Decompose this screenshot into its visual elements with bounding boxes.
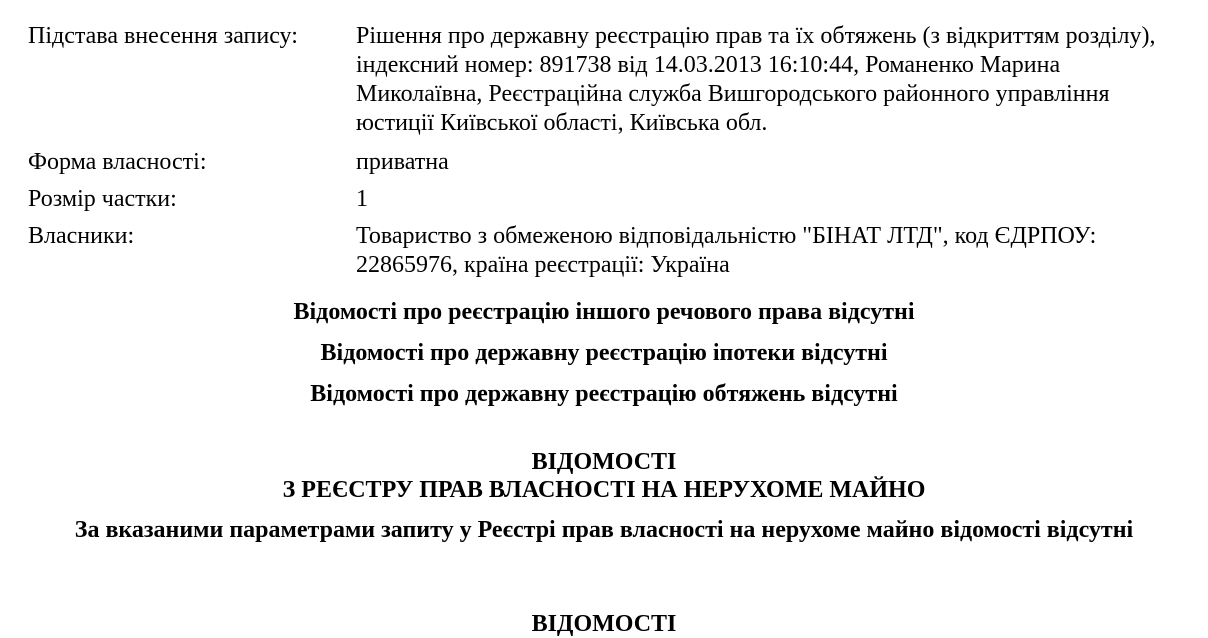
basis-label: Підстава внесення запису:: [28, 23, 298, 49]
next-heading-line-1: ВІДОМОСТІ: [531, 611, 677, 637]
notice-other-rights: Відомості про реєстрацію іншого речового права відсутні: [293, 299, 915, 325]
share-size-label: Розмір частки:: [28, 186, 177, 212]
property-registry-heading: [0, 448, 1208, 504]
record-row-ownership-form: [28, 148, 1188, 177]
notice-encumbrances: Відомості про державну реєстрацію обтяжень відсутні: [310, 381, 898, 407]
record-row-share-size: [28, 185, 1188, 214]
owners-value: Товариство з обмеженою відповідальністю "БІНАТ ЛТД", код ЄДРПОУ: 22865976, країна реєстрації: Україна: [356, 223, 1097, 278]
ownership-form-value: приватна: [356, 149, 449, 175]
basis-value: Рішення про державну реєстрацію прав та їх обтяжень (з відкриттям розділу), індексний номер: 891738 від 14.03.2013 16:10:44, Романенко Марина Миколаївна, Реєстраційна служба Вишгородського районного управління юстиції Київської області, Київська обл.: [356, 23, 1156, 136]
next-section-heading: [0, 610, 1208, 638]
heading-line-2: З РЕЄСТРУ ПРАВ ВЛАСНОСТІ НА НЕРУХОМЕ МАЙНО: [282, 477, 926, 503]
ownership-form-label: Форма власності:: [28, 149, 207, 175]
record-row-owners: [28, 222, 1188, 280]
query-result-text: За вказаними параметрами запиту у Реєстрі прав власності на нерухоме майно відомості відсутні: [74, 517, 1134, 543]
record-row-basis: [28, 22, 1188, 138]
owners-label: Власники:: [28, 223, 135, 249]
heading-line-1: ВІДОМОСТІ: [531, 449, 677, 475]
share-size-value: 1: [356, 186, 368, 212]
notice-mortgage: Відомості про державну реєстрацію іпотеки відсутні: [320, 340, 888, 366]
record-details: [28, 22, 1188, 290]
